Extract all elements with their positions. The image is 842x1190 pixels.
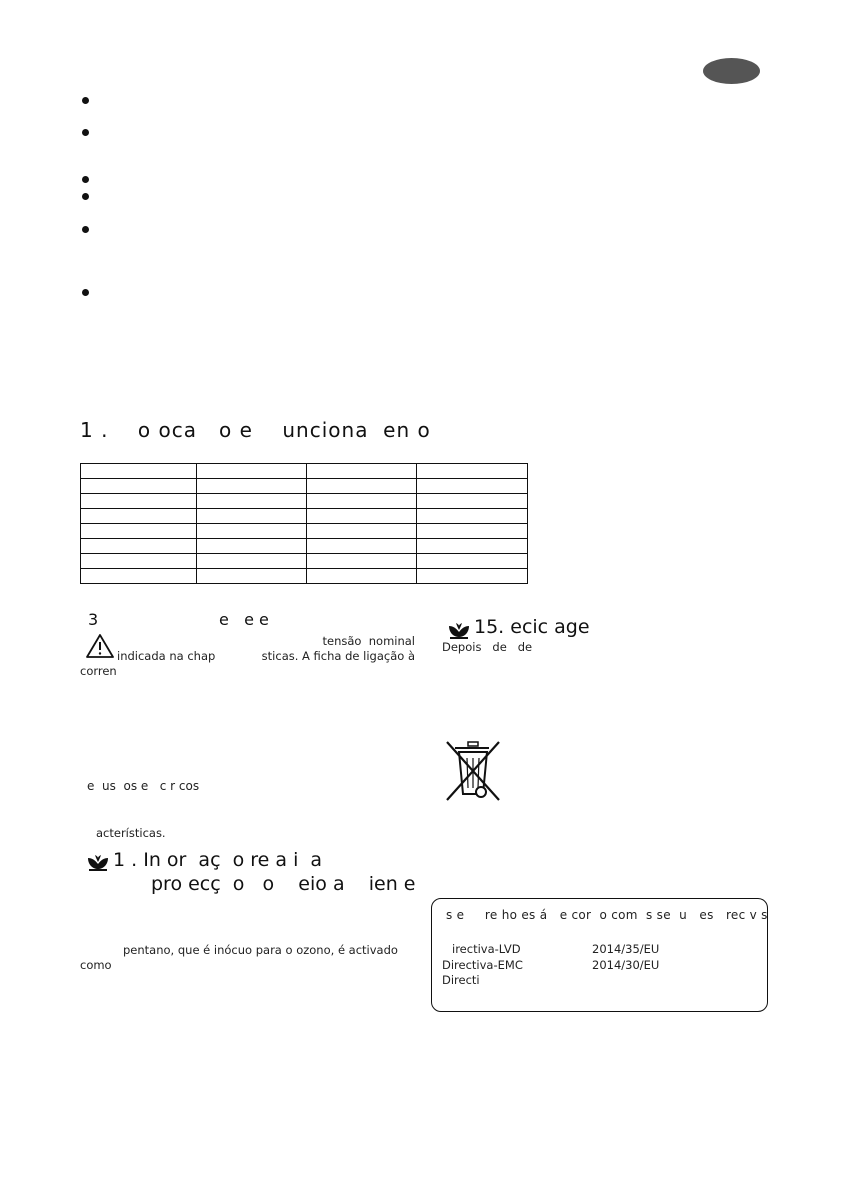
table-cell [307,509,417,524]
section-14-heading [80,418,431,442]
ce-declaration-heading: s e re ho es á e cor o com s se u es rec v s [446,908,768,922]
leaf-icon [86,852,110,876]
section-13-text-right-1: tensão nominal [322,634,415,648]
table-cell [196,479,307,494]
table-cell [307,539,417,554]
table-cell [196,554,307,569]
table-cell [81,539,197,554]
directive-name: Directi [442,973,480,987]
bullet-point [82,129,89,136]
table-cell [196,569,307,584]
table-cell [307,524,417,539]
table-cell [81,509,197,524]
climate-class-table [80,463,528,584]
environment-title-line-2: pro ecç o o eio a ien e [151,873,416,895]
table-cell [196,509,307,524]
table-cell [81,569,197,584]
language-tab [703,58,760,84]
table-row [81,554,528,569]
table-row [81,464,528,479]
table-cell [81,494,197,509]
table-cell [81,524,197,539]
table-cell [417,494,528,509]
environment-number: 1 [113,849,126,871]
section-15-text-1: Depois de de [442,640,533,654]
environment-text-2: como [80,958,112,972]
environment-period: . [131,849,138,871]
table-row [81,524,528,539]
section-14-number: 1 [80,418,94,442]
table-row [81,569,528,584]
section-15-number: 15. [474,616,505,638]
section-13-text-line-3: corren [80,664,117,678]
bullet-point [82,193,89,200]
section-13-title: e e e [219,610,269,629]
crossed-out-bin-icon [443,740,503,806]
table-cell [417,479,528,494]
table-cell [417,554,528,569]
table-cell [196,464,307,479]
table-cell [417,524,528,539]
table-cell [81,479,197,494]
table-cell [417,464,528,479]
table-cell [417,539,528,554]
environment-heading-line-1 [113,849,322,871]
table-row [81,479,528,494]
table-cell [307,479,417,494]
table-cell [81,464,197,479]
directive-name: Directiva-EMC [442,958,523,972]
environment-text-1: pentano, que é inócuo para o ozono, é activado [123,943,398,957]
bullet-point [82,176,89,183]
section-14-period: . [101,418,109,442]
table-cell [196,539,307,554]
section-15-title: ecic age [510,616,590,638]
table-cell [196,494,307,509]
table-cell [307,569,417,584]
bullet-point [82,289,89,296]
bullet-point [82,97,89,104]
circuit-heading-fragment: e us os e c r cos [87,779,200,793]
directive-code: 2014/30/EU [592,958,660,972]
bullet-point [82,226,89,233]
table-cell [417,569,528,584]
table-cell [417,509,528,524]
table-cell [307,494,417,509]
warning-triangle-icon [85,633,115,663]
table-cell [307,464,417,479]
table-row [81,509,528,524]
directive-code: 2014/35/EU [592,942,660,956]
section-13-number: 3 [88,610,99,629]
table-row [81,494,528,509]
table-cell [81,554,197,569]
environment-title-line-1: In or aç o re a i a [143,849,323,871]
section-14-title: o oca o e unciona en o [137,418,431,442]
section-13-text-right-2: sticas. A ficha de ligação à [261,649,415,663]
characteristics-fragment: acterísticas. [96,826,166,840]
table-row [81,539,528,554]
directive-name: irectiva-LVD [452,942,521,956]
table-cell [196,524,307,539]
table-cell [307,554,417,569]
section-13-text-left-2: indicada na chap [117,649,216,663]
section-15-heading [474,616,590,638]
